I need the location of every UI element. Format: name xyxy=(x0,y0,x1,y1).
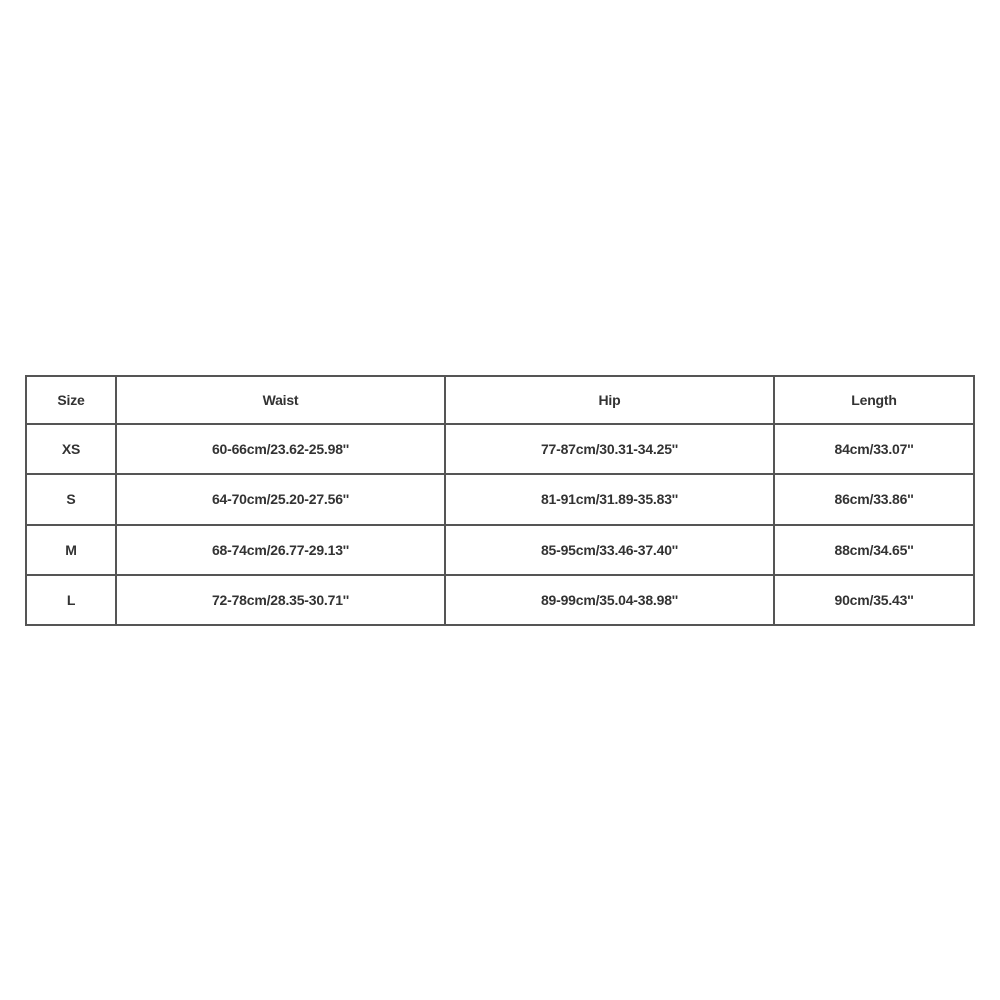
cell-size: XS xyxy=(26,424,116,474)
size-chart-table xyxy=(25,375,975,626)
table-header-row xyxy=(26,376,974,424)
table-row xyxy=(26,424,974,474)
cell-hip: 81-91cm/31.89-35.83'' xyxy=(445,474,774,524)
cell-waist: 72-78cm/28.35-30.71'' xyxy=(116,575,445,625)
cell-size: L xyxy=(26,575,116,625)
table-row xyxy=(26,575,974,625)
header-hip: Hip xyxy=(445,376,774,424)
cell-length: 86cm/33.86'' xyxy=(774,474,974,524)
cell-waist: 60-66cm/23.62-25.98'' xyxy=(116,424,445,474)
cell-length: 84cm/33.07'' xyxy=(774,424,974,474)
header-waist: Waist xyxy=(116,376,445,424)
header-size: Size xyxy=(26,376,116,424)
cell-hip: 77-87cm/30.31-34.25'' xyxy=(445,424,774,474)
cell-length: 90cm/35.43'' xyxy=(774,575,974,625)
cell-waist: 68-74cm/26.77-29.13'' xyxy=(116,525,445,575)
cell-hip: 89-99cm/35.04-38.98'' xyxy=(445,575,774,625)
cell-size: S xyxy=(26,474,116,524)
cell-length: 88cm/34.65'' xyxy=(774,525,974,575)
cell-size: M xyxy=(26,525,116,575)
table-row xyxy=(26,474,974,524)
header-length: Length xyxy=(774,376,974,424)
table-row xyxy=(26,525,974,575)
cell-hip: 85-95cm/33.46-37.40'' xyxy=(445,525,774,575)
cell-waist: 64-70cm/25.20-27.56'' xyxy=(116,474,445,524)
